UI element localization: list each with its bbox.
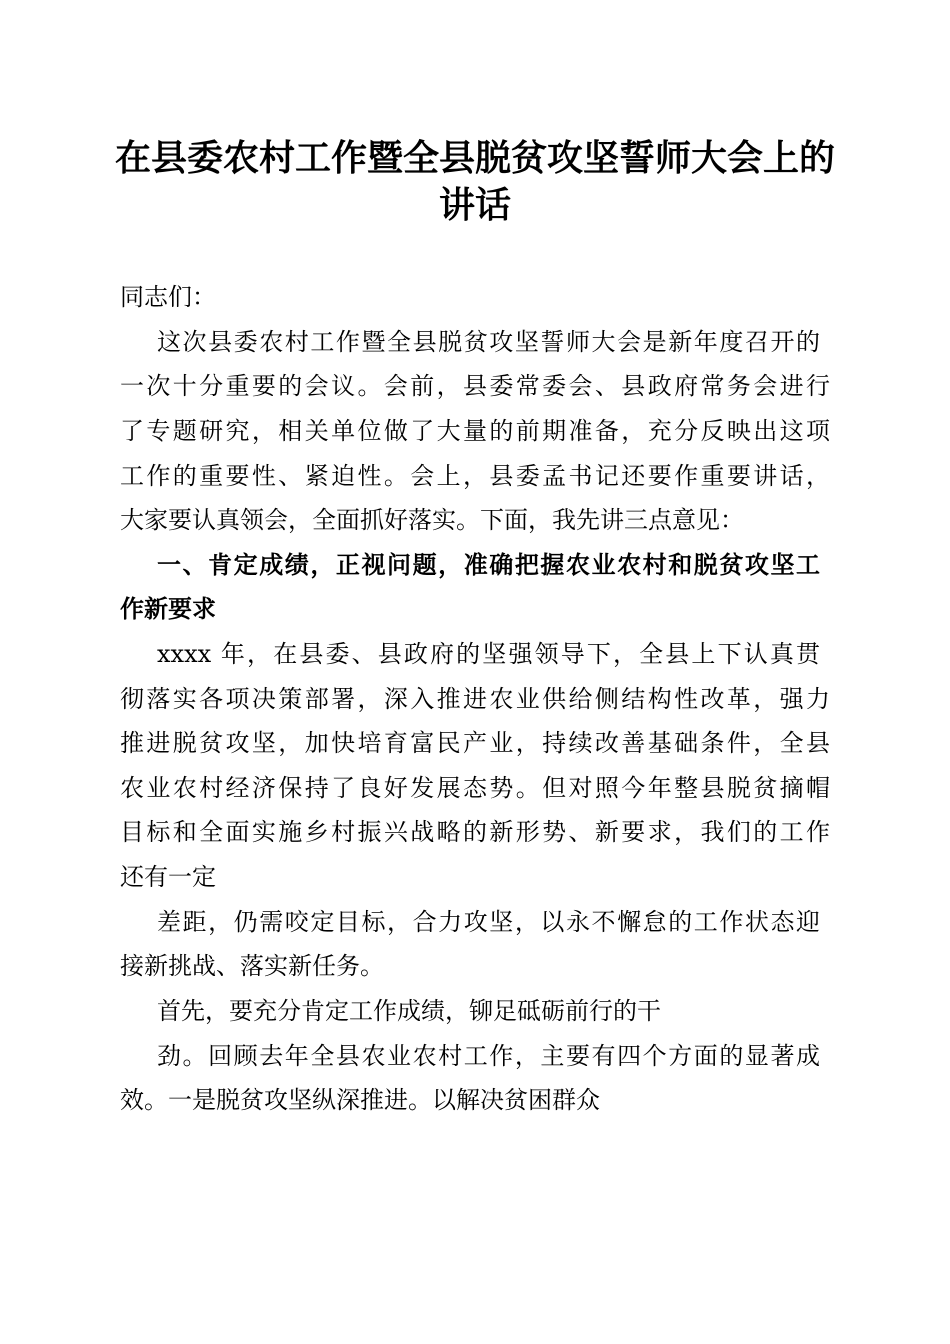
document-title-line-2: 讲话: [438, 184, 511, 226]
paragraph-line: 首先，要充分肯定工作成绩，铆足砥砺前行的干: [157, 997, 661, 1025]
paragraph-line: 接新挑战、落实新任务。: [120, 952, 384, 980]
paragraph-line: 推进脱贫攻坚，加快培育富民产业，持续改善基础条件，全县: [120, 729, 830, 757]
paragraph-line: 差距，仍需咬定目标，合力攻坚，以永不懈怠的工作状态迎: [157, 908, 820, 936]
paragraph-line: 大家要认真领会，全面抓好落实。下面，我先讲三点意见：: [120, 506, 744, 534]
paragraph-line: xxxx 年，在县委、县政府的坚强领导下，全县上下认真贯: [157, 640, 820, 668]
document-title-line-1: 在县委农村工作暨全县脱贫攻坚誓师大会上的: [114, 137, 835, 179]
section-heading: 作新要求: [120, 595, 216, 623]
paragraph-line: 一次十分重要的会议。会前，县委常委会、县政府常务会进行: [120, 372, 830, 400]
paragraph-line: 工作的重要性、紧迫性。会上，县委孟书记还要作重要讲话，: [120, 462, 830, 490]
paragraph-line: 农业农村经济保持了良好发展态势。但对照今年整县脱贫摘帽: [120, 774, 830, 802]
paragraph-line: 这次县委农村工作暨全县脱贫攻坚誓师大会是新年度召开的: [157, 328, 820, 356]
section-heading: 一、肯定成绩，正视问题，准确把握农业农村和脱贫攻坚工: [157, 551, 820, 579]
salutation: 同志们：: [120, 283, 216, 311]
paragraph-line: 劲。回顾去年全县农业农村工作，主要有四个方面的显著成: [157, 1042, 820, 1070]
paragraph-line: 彻落实各项决策部署，深入推进农业供给侧结构性改革，强力: [120, 685, 830, 713]
paragraph-line: 了专题研究，相关单位做了大量的前期准备，充分反映出这项: [120, 417, 830, 445]
paragraph-line: 目标和全面实施乡村振兴战略的新形势、新要求，我们的工作: [120, 818, 830, 846]
paragraph-line: 还有一定: [120, 863, 216, 891]
paragraph-line: 效。一是脱贫攻坚纵深推进。以解决贫困群众: [120, 1086, 600, 1114]
